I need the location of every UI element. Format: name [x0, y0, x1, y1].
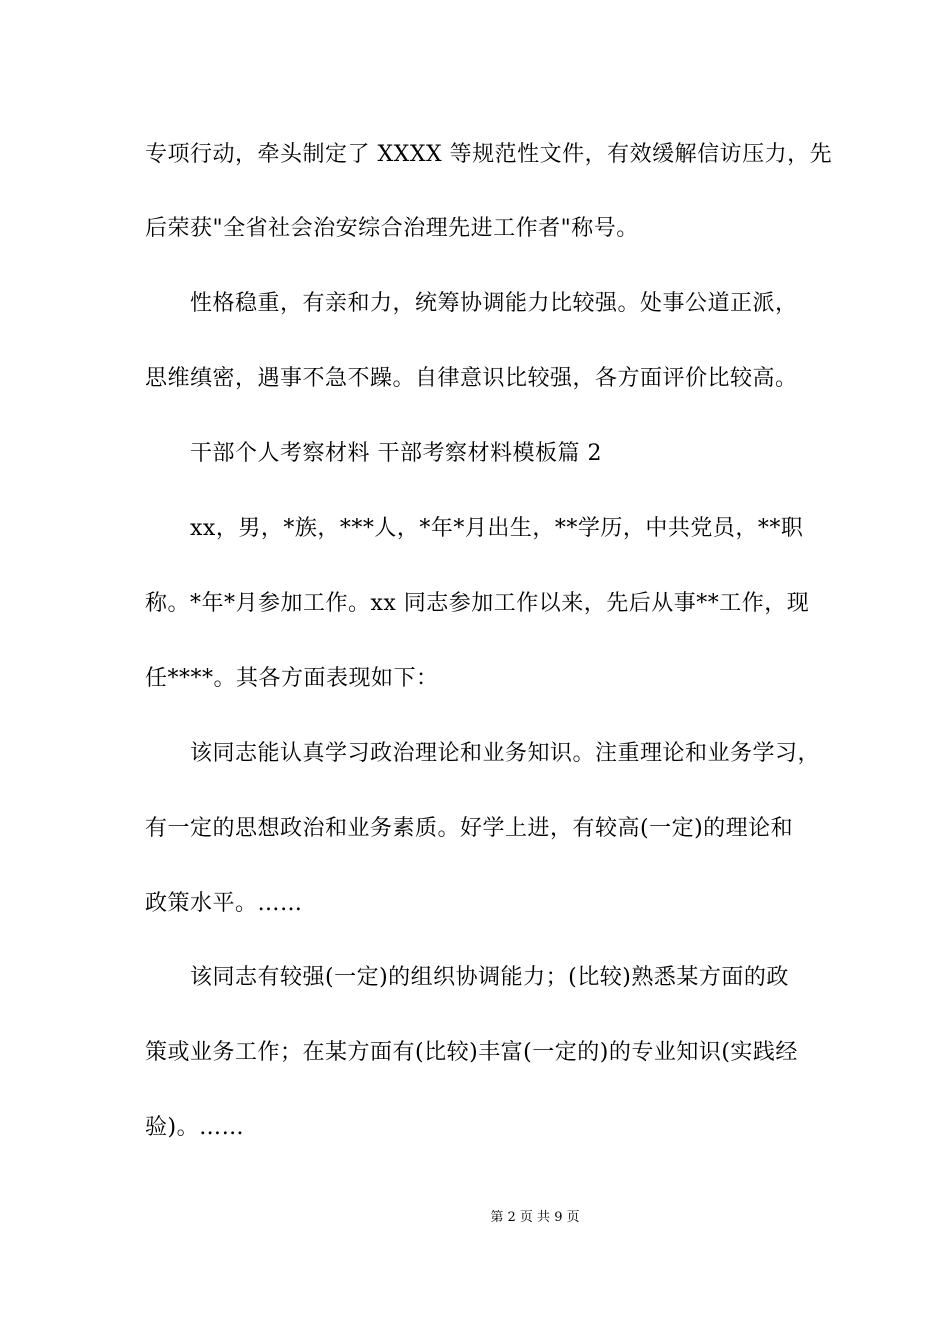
text-line-14: 验)。……: [145, 1115, 245, 1140]
page-number-footer: 第 2 页 共 9 页: [490, 1210, 580, 1225]
text-line-1: 专项行动，牵头制定了 XXXX 等规范性文件，有效缓解信访压力，先: [145, 142, 833, 167]
text-line-11: 政策水平。……: [145, 891, 303, 916]
text-line-3: 性格稳重，有亲和力，统筹协调能力比较强。处事公道正派，: [190, 291, 798, 316]
text-line-6: xx，男，*族，***人，*年*月出生，**学历，中共党员，**职: [190, 516, 804, 541]
section-heading: 干部个人考察材料 干部考察材料模板篇 2: [190, 441, 602, 466]
text-line-4: 思维缜密，遇事不急不躁。自律意识比较强，各方面评价比较高。: [145, 366, 798, 391]
text-line-13: 策或业务工作；在某方面有(比较)丰富(一定的)的专业知识(实践经: [145, 1040, 798, 1065]
text-line-12: 该同志有较强(一定)的组织协调能力；(比较)熟悉某方面的政: [190, 965, 789, 990]
text-line-9: 该同志能认真学习政治理论和业务知识。注重理论和业务学习，: [190, 741, 821, 766]
text-line-2: 后荣获"全省社会治安综合治理先进工作者"称号。: [145, 216, 639, 241]
text-line-7: 称。*年*月参加工作。xx 同志参加工作以来，先后从事**工作，现: [145, 591, 810, 616]
text-line-10: 有一定的思想政治和业务素质。好学上进，有较高(一定)的理论和: [145, 816, 794, 841]
text-line-8: 任****。其各方面表现如下：: [145, 666, 439, 691]
